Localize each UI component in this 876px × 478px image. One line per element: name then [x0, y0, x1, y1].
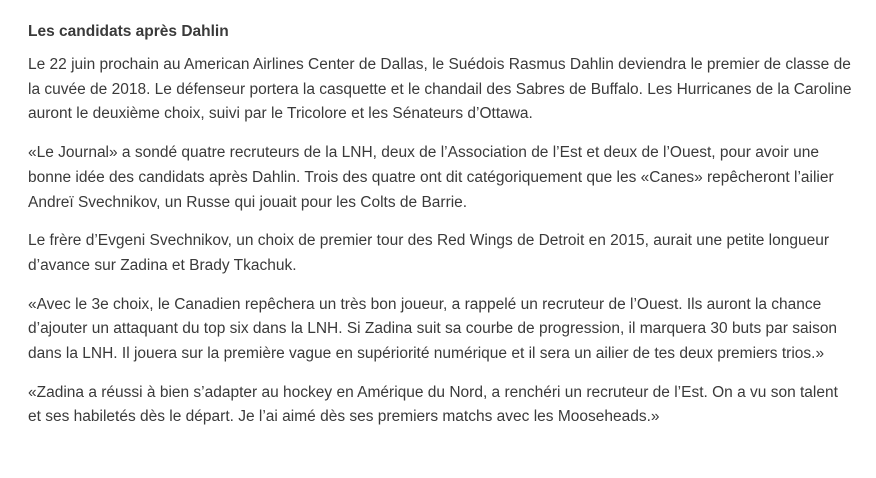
article-paragraph: Le 22 juin prochain au American Airlines Center de Dallas, le Suédois Rasmus Dahlin deviendra le premier de classe de la cuvée de 2018. Le défenseur portera la casquette et le chandail des Sabres de Buffalo. Les Hurricanes de la Caroline auront le deuxième choix, suivi par le Tricolore et les Sénateurs d’Ottawa. [28, 56, 852, 123]
article-paragraph: «Zadina a réussi à bien s’adapter au hockey en Amérique du Nord, a renchéri un recruteur de l’Est. On a vu son talent et ses habiletés dès le départ. Je l’ai aimé dès ses premiers matchs avec les Mooseheads.» [28, 383, 838, 426]
article-paragraph: «Le Journal» a sondé quatre recruteurs de la LNH, deux de l’Association de l’Est et deux de l’Ouest, pour avoir une bonne idée des candidats après Dahlin. Trois des quatre ont dit catégoriquement que les «Canes» repêcheront l’ailier Andreï Svechnikov, un Russe qui jouait pour les Colts de Barrie. [28, 144, 834, 211]
article-paragraph: Le frère d’Evgeni Svechnikov, un choix de premier tour des Red Wings de Detroit en 2015, aurait une petite longueur d’avance sur Zadina et Brady Tkachuk. [28, 232, 830, 274]
article-paragraph: «Avec le 3e choix, le Canadien repêchera un très bon joueur, a rappelé un recruteur de l’Ouest. Ils auront la chance d’ajouter un attaquant du top six dans la LNH. Si Zadina suit sa courbe de progression, il marquera 30 buts par saison dans la LNH. Il jouera sur la première vague en supériorité numérique et il sera un ailier de tes deux premiers trios.» [28, 295, 838, 363]
article-heading: Les candidats après Dahlin [28, 23, 229, 40]
